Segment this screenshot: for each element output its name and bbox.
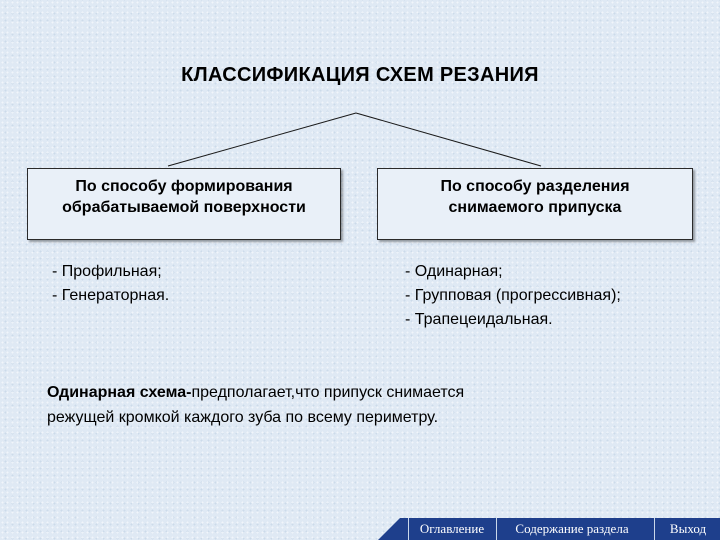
list-allowance-types [405, 260, 621, 332]
list-item: - Профильная; [52, 263, 162, 280]
definition-note [47, 380, 667, 430]
section-contents-button[interactable]: Содержание раздела [496, 518, 647, 540]
box-right-line2: снимаемого припуска [448, 199, 622, 216]
box-left-line2: обрабатываемой поверхности [62, 199, 306, 216]
box-right-line1: По способу разделения [440, 178, 630, 195]
exit-button[interactable]: Выход [654, 518, 720, 540]
note-term: Одинарная схема- [47, 384, 192, 401]
list-item: - Трапецеидальная. [405, 311, 553, 328]
box-left-line1: По способу формирования [75, 178, 293, 195]
list-formation-types [52, 260, 169, 308]
category-box-formation [27, 168, 341, 240]
list-item: - Одинарная; [405, 263, 503, 280]
connector-left [168, 113, 356, 166]
connector-right [356, 113, 541, 166]
note-text-2: режущей кромкой каждого зуба по всему периметру. [47, 409, 439, 426]
category-box-allowance [377, 168, 693, 240]
note-text-1: предполагает,что припуск снимается [191, 384, 465, 401]
list-item: - Групповая (прогрессивная); [405, 287, 621, 304]
contents-button[interactable]: Оглавление [408, 518, 495, 540]
navigation-bar [378, 510, 720, 540]
page-title: КЛАССИФИКАЦИЯ СХЕМ РЕЗАНИЯ [181, 64, 539, 86]
list-item: - Генераторная. [52, 287, 170, 304]
